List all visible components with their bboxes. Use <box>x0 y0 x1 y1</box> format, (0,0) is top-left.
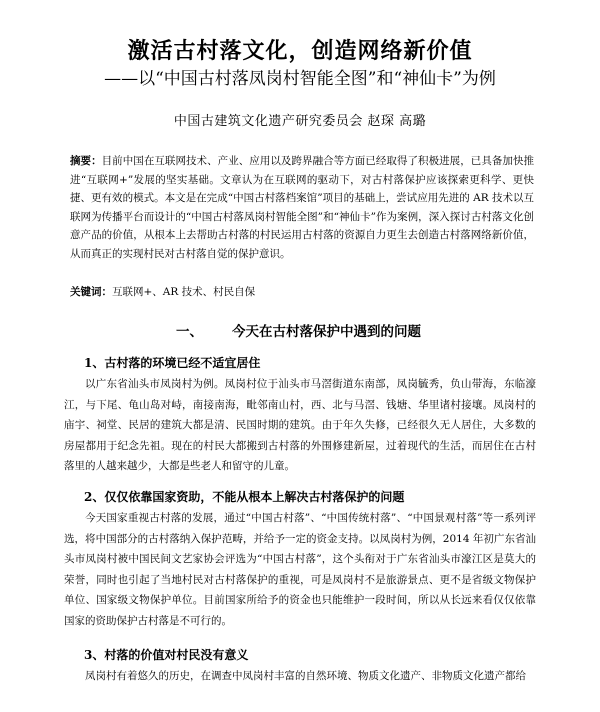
paragraph-1: 以广东省汕头市凤岗村为例。凤岗村位于汕头市马滘街道东南部，凤岗毓秀，负山带海，东临濠江，与下尾、龟山岛对峙，南接南海，毗邻南山村，西、北与马滘、钱塘、华里诸村接壤。凤岗村的庙宇、祠堂、民居的建筑大都是清、民国时期的建筑。由于年久失修，已经很久无人居住，大多数的房屋都用于纪念先祖。现在的村民大都搬到古村落的外围修建新屋，过着现代的生活，而居住在古村落里的人越来越少，大都是些老人和留守的儿童。 <box>64 378 536 472</box>
keywords <box>70 284 534 299</box>
abstract-text: 目前中国在互联网技术、产业、应用以及跨界融合等方面已经取得了积极进展，已具备加快推进“互联网+”发展的坚实基础。文章认为在互联网的驱动下，对古村落保护应该探索更科学、更快捷、更有效的模式。本文是在完成“中国古村落档案馆”项目的基础上，尝试应用先进的 AR 技术以互联网为传播平台而设计的“中国古村落凤岗村智能全图”和“神仙卡”作为案例，深入探讨古村落文化创意产品的价值，从根本上去帮助古村落的村民运用古村落的资源自力更生去创造古村落网络新价值，从而真正的实现村民对古村落自觉的保护意识。 <box>70 155 534 260</box>
keywords-label: 关键词： <box>70 286 112 298</box>
subsection-heading-1: 1、古村落的环境已经不适宜居住 <box>84 356 261 370</box>
paper-subtitle: ——以“中国古村落凤岗村智能全图”和“神仙卡”为例 <box>104 69 496 89</box>
keywords-text: 互联网+、AR 技术、村民自保 <box>112 286 256 298</box>
section-number: 一、 <box>176 324 203 340</box>
subsection-heading-3: 3、村落的价值对村民没有意义 <box>84 648 249 662</box>
subsection-heading-2: 2、仅仅依靠国家资助，不能从根本上解决古村落保护的问题 <box>84 490 405 504</box>
paragraph-3: 凤岗村有着悠久的历史，在调查中凤岗村丰富的自然环境、物质文化遗产、非物质文化遗产都给 <box>85 670 526 682</box>
abstract-label: 摘要： <box>70 155 102 167</box>
paragraph-2: 今天国家重视古村落的发展，通过“中国古村落”、“中国传统村落”、“中国景观村落”等一系列评选，将中国部分的古村落纳入保护范畴，并给予一定的资金支持。以凤岗村为例，2014 年初广东省汕头市凤岗村被中国民间文艺家协会评选为“中国古村落”，这个头衔对于广东省汕头市濠江区是莫大的荣誉，同时也引起了当地村民对古村落保护的重视，可是凤岗村不是旅游景点、更不是省级文物保护单位、国家级文物保护单位。目前国家所给予的资金也只能维护一段时间，所以从长远来看仅仅依靠国家的资助保护古村落是不可行的。 <box>64 512 536 627</box>
section-title: 今天在古村落保护中遇到的问题 <box>232 324 421 340</box>
abstract <box>70 152 534 263</box>
paper-authors: 中国古建筑文化遗产研究委员会 赵琛 高璐 <box>173 114 427 129</box>
paper-title: 激活古村落文化，创造网络新价值 <box>127 38 473 64</box>
